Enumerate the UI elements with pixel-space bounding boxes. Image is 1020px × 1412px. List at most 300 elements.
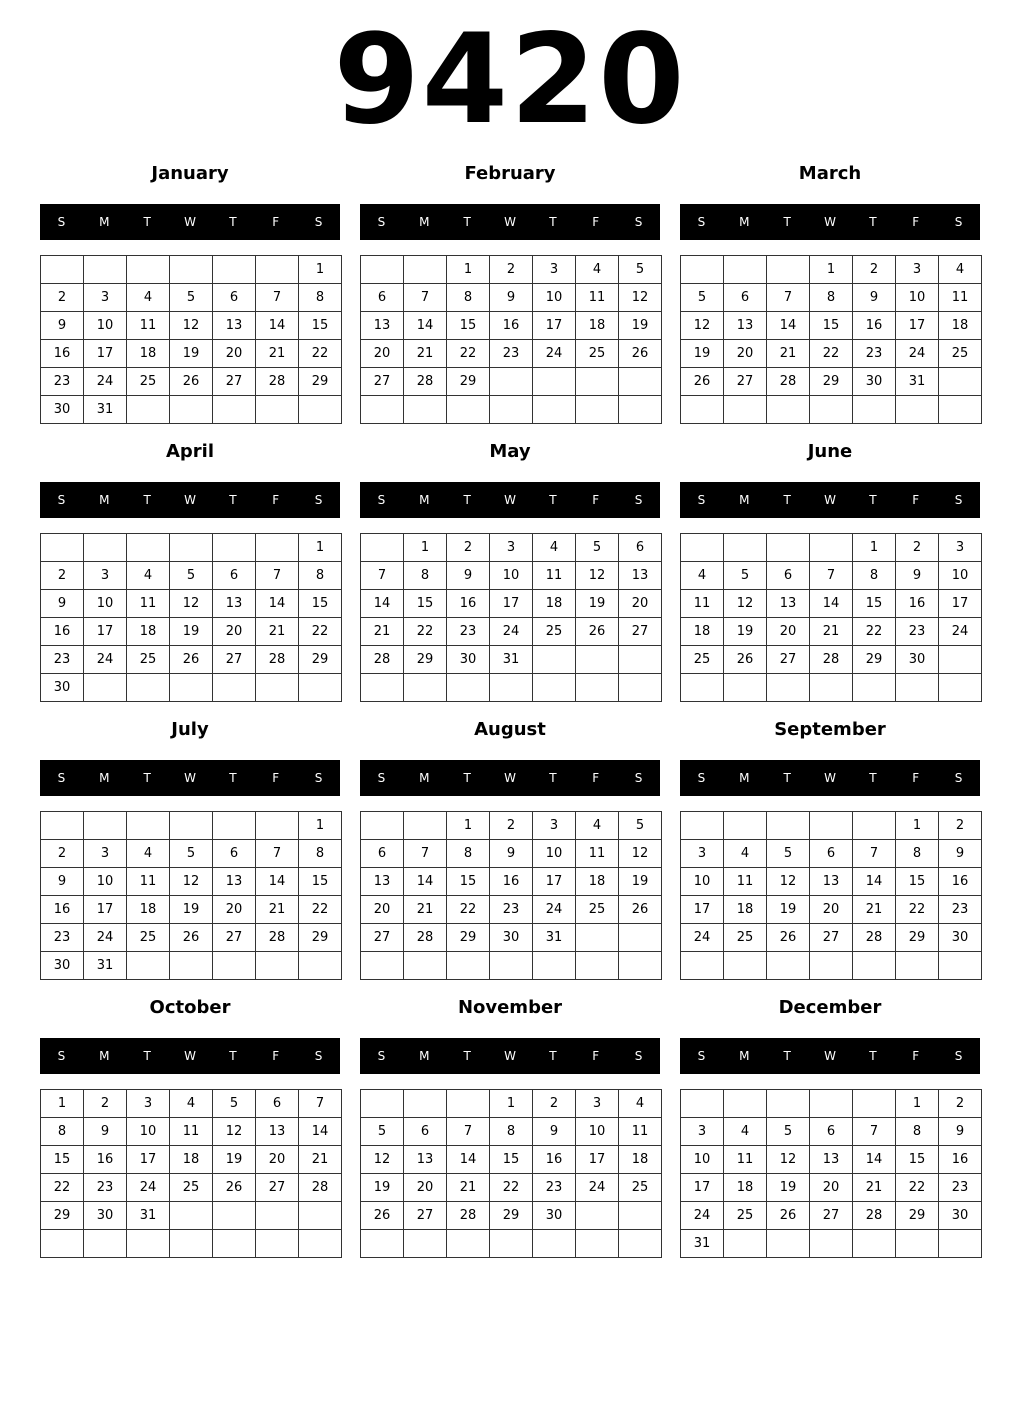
day-cell: 24 (84, 646, 127, 674)
day-cell: 26 (681, 368, 724, 396)
weekday-label: S (954, 215, 963, 229)
day-cell: 26 (767, 1202, 810, 1230)
day-cell (724, 952, 767, 980)
weekday-label: F (912, 215, 920, 229)
day-cell: 7 (767, 284, 810, 312)
day-cell: 28 (767, 368, 810, 396)
weekday-label: M (99, 771, 110, 785)
day-cell: 25 (127, 924, 170, 952)
day-cell: 19 (170, 340, 213, 368)
day-cell: 7 (256, 284, 299, 312)
day-cell: 28 (256, 924, 299, 952)
day-cell: 1 (299, 534, 342, 562)
day-cell (256, 952, 299, 980)
day-cell: 29 (41, 1202, 84, 1230)
weekday-header (360, 1038, 660, 1074)
day-cell: 3 (576, 1090, 619, 1118)
day-cell (127, 812, 170, 840)
day-cell: 2 (84, 1090, 127, 1118)
day-cell: 6 (213, 284, 256, 312)
day-cell: 14 (810, 590, 853, 618)
day-cell: 6 (404, 1118, 447, 1146)
day-cell: 14 (256, 868, 299, 896)
week-row (361, 812, 662, 840)
day-cell: 25 (127, 368, 170, 396)
day-cell: 25 (533, 618, 576, 646)
weekday-label: S (57, 771, 66, 785)
day-cell: 25 (681, 646, 724, 674)
day-cell: 2 (896, 534, 939, 562)
weekday-label: S (954, 493, 963, 507)
day-cell: 10 (84, 312, 127, 340)
day-cell: 14 (361, 590, 404, 618)
weekday-label: F (272, 215, 280, 229)
day-cell (404, 1230, 447, 1258)
weekday-label: T (463, 493, 471, 507)
day-cell: 28 (404, 924, 447, 952)
day-cell: 24 (681, 924, 724, 952)
day-grid (40, 533, 342, 702)
day-cell (681, 812, 724, 840)
day-cell: 6 (724, 284, 767, 312)
day-cell: 1 (299, 256, 342, 284)
day-cell (767, 256, 810, 284)
day-cell (213, 812, 256, 840)
day-cell: 17 (533, 312, 576, 340)
day-cell: 4 (576, 256, 619, 284)
day-cell: 8 (299, 562, 342, 590)
day-cell: 15 (299, 312, 342, 340)
day-cell: 1 (896, 1090, 939, 1118)
week-row (41, 812, 342, 840)
weekday-header (680, 204, 980, 240)
day-cell: 3 (84, 840, 127, 868)
day-cell: 22 (447, 340, 490, 368)
day-cell: 30 (533, 1202, 576, 1230)
day-cell (724, 396, 767, 424)
day-cell: 19 (170, 896, 213, 924)
day-cell: 11 (170, 1118, 213, 1146)
weekday-label: F (592, 1049, 600, 1063)
month-title: April (165, 441, 215, 462)
weekday-label: S (377, 493, 386, 507)
day-cell: 26 (619, 340, 662, 368)
day-cell: 16 (853, 312, 896, 340)
day-cell (256, 1202, 299, 1230)
day-cell (127, 674, 170, 702)
day-cell: 17 (490, 590, 533, 618)
week-row (361, 1202, 662, 1230)
day-cell: 7 (361, 562, 404, 590)
day-cell: 25 (127, 646, 170, 674)
day-cell: 5 (576, 534, 619, 562)
day-cell: 4 (533, 534, 576, 562)
day-cell (299, 674, 342, 702)
day-cell: 22 (896, 1174, 939, 1202)
day-cell (127, 1230, 170, 1258)
day-cell: 6 (767, 562, 810, 590)
day-cell (533, 1230, 576, 1258)
day-cell: 31 (490, 646, 533, 674)
week-row (681, 868, 982, 896)
day-cell: 9 (533, 1118, 576, 1146)
day-cell: 22 (299, 340, 342, 368)
day-cell: 26 (170, 368, 213, 396)
weekday-label: T (463, 1049, 471, 1063)
week-row (681, 562, 982, 590)
day-cell (681, 396, 724, 424)
day-grid (680, 255, 982, 424)
day-cell: 27 (256, 1174, 299, 1202)
day-cell: 20 (256, 1146, 299, 1174)
day-cell: 28 (810, 646, 853, 674)
weekday-label: F (272, 1049, 280, 1063)
day-cell (619, 924, 662, 952)
weekday-label: M (739, 215, 750, 229)
day-cell: 13 (810, 868, 853, 896)
day-cell (619, 396, 662, 424)
day-cell: 19 (681, 340, 724, 368)
weekday-label: F (592, 215, 600, 229)
weekday-label: S (697, 1049, 706, 1063)
month-title: December (778, 997, 882, 1018)
weekday-label: S (634, 1049, 643, 1063)
day-cell: 8 (490, 1118, 533, 1146)
day-cell: 14 (256, 590, 299, 618)
weekday-label: T (783, 493, 791, 507)
day-cell: 13 (213, 868, 256, 896)
day-cell: 9 (447, 562, 490, 590)
day-cell: 6 (810, 1118, 853, 1146)
day-cell (533, 674, 576, 702)
day-cell: 12 (724, 590, 767, 618)
day-cell: 2 (533, 1090, 576, 1118)
weekday-header (360, 482, 660, 518)
weekday-label: T (143, 493, 151, 507)
day-cell (767, 1090, 810, 1118)
day-cell (853, 674, 896, 702)
month-title: January (151, 163, 229, 184)
day-cell: 17 (896, 312, 939, 340)
day-cell (619, 952, 662, 980)
day-cell: 5 (724, 562, 767, 590)
day-cell: 8 (896, 840, 939, 868)
day-cell: 3 (84, 562, 127, 590)
day-cell: 16 (490, 312, 533, 340)
day-cell (127, 396, 170, 424)
day-cell (576, 952, 619, 980)
day-cell: 13 (361, 312, 404, 340)
day-cell: 19 (619, 868, 662, 896)
week-row (41, 256, 342, 284)
weekday-label: M (419, 493, 430, 507)
day-cell: 21 (404, 340, 447, 368)
day-cell: 2 (41, 562, 84, 590)
day-cell: 21 (447, 1174, 490, 1202)
weekday-header (40, 1038, 340, 1074)
day-cell: 20 (213, 618, 256, 646)
day-cell: 18 (576, 312, 619, 340)
day-cell (853, 1090, 896, 1118)
day-cell: 24 (896, 340, 939, 368)
day-cell: 11 (127, 868, 170, 896)
week-row (41, 952, 342, 980)
day-cell: 29 (299, 646, 342, 674)
day-cell: 24 (127, 1174, 170, 1202)
week-row (41, 562, 342, 590)
weekday-label: M (419, 215, 430, 229)
weekday-label: T (463, 771, 471, 785)
day-cell: 15 (447, 312, 490, 340)
day-cell: 16 (533, 1146, 576, 1174)
day-cell (810, 812, 853, 840)
day-cell: 9 (853, 284, 896, 312)
day-cell (84, 534, 127, 562)
day-cell: 8 (810, 284, 853, 312)
day-grid (360, 533, 662, 702)
week-row (361, 534, 662, 562)
day-cell: 18 (681, 618, 724, 646)
week-row (361, 256, 662, 284)
day-cell (299, 396, 342, 424)
day-cell: 26 (170, 924, 213, 952)
day-cell (576, 1202, 619, 1230)
day-cell (213, 674, 256, 702)
day-cell (127, 534, 170, 562)
day-grid (680, 1089, 982, 1258)
week-row (41, 924, 342, 952)
weekday-label: W (504, 771, 516, 785)
day-cell (84, 812, 127, 840)
week-row (681, 368, 982, 396)
day-cell: 29 (896, 1202, 939, 1230)
day-cell: 11 (576, 284, 619, 312)
day-cell (84, 1230, 127, 1258)
day-cell: 8 (299, 840, 342, 868)
day-cell: 22 (896, 896, 939, 924)
day-cell: 23 (84, 1174, 127, 1202)
day-cell: 2 (490, 256, 533, 284)
day-cell (170, 1202, 213, 1230)
day-cell: 23 (896, 618, 939, 646)
day-cell: 12 (767, 1146, 810, 1174)
day-cell: 10 (84, 868, 127, 896)
day-cell: 15 (853, 590, 896, 618)
week-row (681, 1090, 982, 1118)
day-cell: 20 (767, 618, 810, 646)
day-cell: 29 (853, 646, 896, 674)
day-cell: 13 (256, 1118, 299, 1146)
weekday-label: W (504, 1049, 516, 1063)
day-cell: 8 (896, 1118, 939, 1146)
day-cell: 21 (404, 896, 447, 924)
day-cell: 24 (490, 618, 533, 646)
day-cell (681, 674, 724, 702)
day-cell: 13 (619, 562, 662, 590)
day-cell: 28 (853, 924, 896, 952)
week-row (361, 284, 662, 312)
day-cell (767, 812, 810, 840)
day-cell (490, 952, 533, 980)
day-cell (361, 1090, 404, 1118)
day-cell: 17 (681, 1174, 724, 1202)
day-cell (361, 256, 404, 284)
day-cell: 20 (404, 1174, 447, 1202)
weekday-header (40, 204, 340, 240)
day-cell: 26 (619, 896, 662, 924)
day-cell: 17 (939, 590, 982, 618)
day-cell: 24 (84, 924, 127, 952)
day-cell: 20 (361, 896, 404, 924)
weekday-label: F (592, 493, 600, 507)
day-cell: 30 (853, 368, 896, 396)
week-row (41, 1230, 342, 1258)
day-cell: 24 (533, 340, 576, 368)
day-cell: 13 (404, 1146, 447, 1174)
day-cell (256, 812, 299, 840)
week-row (681, 1118, 982, 1146)
day-cell (170, 674, 213, 702)
day-cell: 19 (361, 1174, 404, 1202)
week-row (41, 1174, 342, 1202)
day-cell: 19 (576, 590, 619, 618)
day-cell: 5 (170, 840, 213, 868)
day-cell (767, 674, 810, 702)
day-cell: 23 (41, 646, 84, 674)
day-cell: 27 (361, 924, 404, 952)
day-cell (681, 534, 724, 562)
weekday-label: T (549, 1049, 557, 1063)
day-cell: 29 (896, 924, 939, 952)
week-row (361, 868, 662, 896)
day-cell (170, 1230, 213, 1258)
weekday-label: S (314, 771, 323, 785)
day-cell: 7 (447, 1118, 490, 1146)
day-cell: 24 (533, 896, 576, 924)
weekday-label: T (229, 215, 237, 229)
week-row (41, 284, 342, 312)
day-cell: 3 (84, 284, 127, 312)
day-cell: 12 (170, 590, 213, 618)
day-cell (576, 924, 619, 952)
day-cell: 19 (767, 896, 810, 924)
day-cell (767, 396, 810, 424)
day-cell: 3 (939, 534, 982, 562)
day-cell (939, 1230, 982, 1258)
day-cell: 19 (213, 1146, 256, 1174)
day-cell: 23 (41, 924, 84, 952)
day-cell: 31 (84, 952, 127, 980)
day-cell (361, 674, 404, 702)
day-cell (404, 1090, 447, 1118)
day-cell: 3 (896, 256, 939, 284)
weekday-label: M (739, 1049, 750, 1063)
day-cell (681, 952, 724, 980)
day-cell (299, 1230, 342, 1258)
day-cell: 27 (810, 924, 853, 952)
week-row (41, 368, 342, 396)
weekday-label: W (824, 1049, 836, 1063)
day-cell (724, 1230, 767, 1258)
day-cell: 13 (213, 312, 256, 340)
day-cell (404, 812, 447, 840)
day-grid (40, 255, 342, 424)
week-row (681, 284, 982, 312)
day-cell: 25 (939, 340, 982, 368)
day-cell (724, 534, 767, 562)
day-cell (404, 256, 447, 284)
day-cell: 22 (447, 896, 490, 924)
day-cell: 12 (361, 1146, 404, 1174)
day-cell (404, 396, 447, 424)
day-cell (619, 1202, 662, 1230)
day-cell: 29 (447, 924, 490, 952)
weekday-header (360, 204, 660, 240)
day-cell: 21 (810, 618, 853, 646)
day-cell (533, 368, 576, 396)
day-cell: 27 (213, 924, 256, 952)
day-cell: 15 (810, 312, 853, 340)
day-cell (170, 256, 213, 284)
day-cell: 27 (213, 646, 256, 674)
day-cell: 18 (533, 590, 576, 618)
day-cell: 5 (361, 1118, 404, 1146)
weekday-label: T (463, 215, 471, 229)
day-cell (810, 952, 853, 980)
week-row (361, 1230, 662, 1258)
day-cell: 3 (533, 256, 576, 284)
day-cell: 7 (404, 840, 447, 868)
weekday-label: W (184, 771, 196, 785)
weekday-header (360, 760, 660, 796)
day-cell: 11 (576, 840, 619, 868)
day-cell: 2 (853, 256, 896, 284)
day-cell (724, 812, 767, 840)
day-cell: 28 (853, 1202, 896, 1230)
day-cell: 21 (256, 896, 299, 924)
day-cell: 4 (939, 256, 982, 284)
day-cell (170, 952, 213, 980)
day-cell (256, 396, 299, 424)
day-cell: 27 (361, 368, 404, 396)
day-cell: 13 (361, 868, 404, 896)
week-row (41, 312, 342, 340)
weekday-label: S (697, 493, 706, 507)
day-cell: 20 (361, 340, 404, 368)
week-row (361, 396, 662, 424)
day-cell: 14 (299, 1118, 342, 1146)
day-cell: 9 (490, 284, 533, 312)
day-cell: 5 (767, 1118, 810, 1146)
day-cell (447, 1090, 490, 1118)
day-cell (576, 1230, 619, 1258)
day-cell: 18 (724, 896, 767, 924)
day-cell: 7 (404, 284, 447, 312)
day-cell: 26 (576, 618, 619, 646)
day-cell: 1 (853, 534, 896, 562)
day-cell (810, 674, 853, 702)
day-cell: 19 (767, 1174, 810, 1202)
day-cell: 7 (853, 1118, 896, 1146)
day-cell (490, 1230, 533, 1258)
day-cell (576, 674, 619, 702)
day-cell: 1 (299, 812, 342, 840)
day-cell: 29 (299, 924, 342, 952)
day-cell (724, 674, 767, 702)
day-cell (533, 646, 576, 674)
day-cell (361, 1230, 404, 1258)
day-cell: 8 (41, 1118, 84, 1146)
